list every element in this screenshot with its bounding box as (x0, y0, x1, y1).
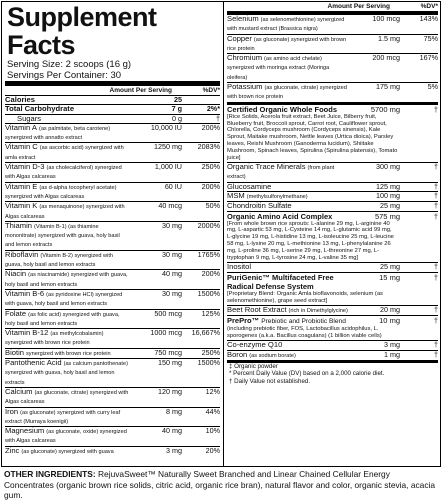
nutrient-amount: 500 mcg (154, 308, 182, 318)
nutrient-row (227, 34, 438, 54)
nutrient-row (5, 221, 220, 250)
nutrient-amount: 1250 mg (154, 142, 182, 152)
nutrient-row (5, 162, 220, 182)
nutrient-row (227, 82, 438, 102)
nutrient-name: Vitamin E (5, 182, 38, 191)
nutrient-dv: 125% (201, 308, 220, 318)
nutrient-dv: † (434, 181, 438, 191)
nutrient-row (5, 123, 220, 143)
blend-ingredients: [From whole brown rice sprouts: L-alanine 29 mg, L-arginine 40 mg, L-aspartic 53 mg, L-Cysteine 14 mg, L-glutamic acid 99 mg, L-glycine 19 mg, L-histidine 13 mg, L-isoleucine 25 mg, L-leucine 58 mg, L-lysine 20 mg, L-methionine 13 mg, L-phenylalanine 26 mg, L-proline 36 mg, L-serine 29 mg, L-threonine 27 mg, L-tryptophan 9 mg, L-tyrosine 24 mg, L-valine 35 mg] (227, 220, 394, 262)
nutrient-name: Copper (227, 34, 252, 43)
nutrient-dv: 12% (205, 386, 220, 396)
nutrient-row (227, 262, 438, 272)
nutrient-name: Calcium (5, 387, 33, 396)
nutrient-dv: † (434, 162, 438, 172)
right-column (225, 2, 440, 466)
blend-amount: 15 mg (379, 272, 400, 282)
nutrient-desc: (from plant extract) (227, 165, 335, 181)
nutrient-dv: 20% (205, 445, 220, 455)
blend-desc: Prebiotic and Probiotic Blend (261, 318, 346, 326)
nutrient-name: Organic Trace Minerals (227, 163, 306, 172)
blend-amount: 5700 mg (370, 104, 400, 114)
footnote-not-established: † Daily Value not established. (229, 377, 311, 385)
nutrient-name: Riboflavin (5, 250, 39, 259)
dv-header: %DV* (420, 3, 438, 10)
nutrient-desc: (as pyridoxine HCl) synergized with guava, holy basil and lemon extracts (5, 291, 123, 308)
amino-acid-blend (227, 211, 438, 262)
ingredients-label: OTHER INGREDIENTS: (4, 469, 96, 479)
footnote-dv: * Percent Daily Value (DV) based on a 2,000 calorie diet. (229, 370, 385, 378)
amount-header: Amount Per Serving (327, 3, 390, 10)
nutrient-name: Calories (5, 96, 35, 104)
nutrient-row (5, 358, 220, 387)
nutrient-dv: † (434, 261, 438, 271)
blend-dv: † (433, 272, 438, 282)
nutrient-desc: (as gluconate, citrate) synergized with Algas calcareas (5, 389, 129, 406)
nutrient-name: Vitamin B-6 (5, 289, 45, 298)
nutrient-dv: 1500% (197, 358, 220, 368)
blend-dv: † (433, 316, 438, 326)
nutrient-row (5, 426, 220, 446)
nutrient-row (5, 250, 220, 270)
nutrient-name: Vitamin D-3 (5, 163, 45, 172)
nutrient-desc: (as gluconate) synergized with brown rice protein (227, 36, 347, 52)
nutrient-dv: † (434, 304, 438, 314)
nutrient-amount: 1000 mcg (150, 328, 182, 338)
nutrient-desc: (as methylcobalamin) synergized with brown rice protein (5, 331, 104, 347)
nutrient-amount: 20 mg (380, 304, 400, 314)
nutrient-amount: 100 mg (376, 190, 400, 200)
nutrient-name: Vitamin A (5, 123, 37, 132)
nutrient-amount: 125 mg (376, 181, 400, 191)
nutrient-desc: (as gluconate) synergized with curry leaf extract (Murraya koenigii) (5, 409, 121, 425)
nutrient-name: Pantothenic Acid (5, 359, 62, 368)
footnote-organic: ‡ Organic powder (229, 363, 278, 371)
nutrient-name: Folate (5, 309, 27, 318)
nutrient-amount: 1,000 IU (154, 162, 182, 172)
nutrient-amount: 40 mg (162, 269, 182, 279)
nutrient-dv: 10% (205, 426, 220, 436)
servings-per-container: Servings Per Container: 30 (7, 70, 122, 81)
nutrient-dv: 200% (201, 269, 220, 279)
nutrient-amount: 25 mg (380, 201, 400, 211)
nutrient-desc: (as calcium pantothenate) synergized with guava, holy basil and lemon extracts (5, 361, 128, 386)
nutrient-amount: 10,000 IU (150, 122, 182, 132)
panel-title: Supplement Facts (7, 2, 157, 60)
nutrient-dv: † (434, 349, 438, 359)
nutrient-dv: † (434, 190, 438, 200)
nutrient-desc: (as amino acid chelate) synergized with moringa extract (Moringa oleifera) (227, 56, 330, 81)
nutrient-desc: (as gluconate, citrate) synergized with brown rice protein (227, 85, 347, 101)
nutrient-list-right-2 (227, 162, 438, 210)
nutrient-amount: 200 mcg (372, 53, 400, 63)
column-header-right (227, 2, 438, 14)
nutrient-amount: 3 mg (384, 339, 400, 349)
nutrient-desc: (as niacinamide) synergized with guava, holy basil and lemon extracts (5, 272, 128, 288)
nutrient-dv: † (434, 339, 438, 349)
nutrient-desc: (as selenomethionine) synergized with mustard extract (Brassica nigra) (227, 17, 345, 33)
nutrient-desc: (Vitamin B-1) (as thiamine mononitrate) synergized with guava, holy basil and lemon extracts (5, 223, 120, 249)
nutrient-amount: 300 mg (376, 162, 400, 172)
blend-name: Organic Amino Acid Complex (227, 211, 333, 221)
serving-size: Serving Size: 2 scoops (16 g) (7, 59, 132, 70)
nutrient-dv: 1500% (197, 288, 220, 298)
dv-header: %DV* (202, 87, 220, 94)
nutrient-desc: (as palmitate, beta carotene) synergized with annatto extract (5, 125, 111, 142)
nutrient-name: Vitamin K (5, 202, 38, 211)
nutrient-desc: (methylsulfonylmethane) (246, 193, 308, 200)
nutrient-desc: (rich in Dimethylglycine) (288, 307, 348, 314)
nutrient-dv: 75% (423, 33, 438, 43)
nutrient-desc: (as gluconate, oxide) synergized with Algas calcareas (5, 429, 127, 445)
nutrient-dv: 50% (205, 201, 220, 211)
nutrient-dv: 16,667% (191, 328, 220, 338)
nutrient-desc: (as cholecalciferol) synergized with Algas calcareas (5, 165, 122, 181)
nutrient-amount: 8 mg (166, 406, 182, 416)
nutrient-row (227, 305, 438, 315)
supplement-facts-panel (1, 1, 441, 467)
nutrient-desc: (as sodium borate) (249, 352, 296, 359)
nutrient-dv: 5% (427, 82, 438, 92)
nutrient-row (227, 201, 438, 210)
nutrient-dv: 1765% (197, 249, 220, 259)
nutrient-row (5, 201, 220, 221)
nutrient-dv: 2083% (197, 142, 220, 152)
purigenic-blend (227, 272, 438, 305)
nutrient-row (5, 387, 220, 407)
nutrient-name: MSM (227, 191, 245, 200)
nutrient-desc: (as d-alpha tocopheryl acetate) synergized with Algas calcareas (5, 184, 117, 200)
nutrient-name: Glucosamine (227, 182, 272, 191)
nutrient-dv: † (216, 113, 220, 123)
nutrient-name: Co-enzyme Q10 (227, 340, 283, 349)
nutrient-name: Inositol (227, 262, 252, 271)
nutrient-name: Biotin (5, 348, 24, 357)
other-ingredients (1, 469, 441, 500)
nutrient-list-right (227, 14, 438, 102)
blend-name: PrePro™ (227, 316, 260, 326)
nutrient-amount: 30 mg (162, 220, 182, 230)
nutrient-name: Zinc (5, 446, 20, 455)
nutrient-name: Sugars (17, 114, 42, 123)
nutrient-row (227, 53, 438, 82)
nutrient-desc: (Vitamin B-2) synergized with guava, holy basil and lemon extracts (5, 252, 114, 269)
nutrient-row (5, 446, 220, 456)
nutrient-amount: 3 mg (166, 445, 182, 455)
blend-ingredients: (including prebiotic fiber, FOS, Lactobacillus acidophilus, L. sporogenes (a.k.a. Bacillus coagulans) (1 billion viable cells) (227, 326, 382, 339)
nutrient-desc: (as menaquinone) synergized with Algas calcareas (5, 204, 125, 220)
blend-dv: † (433, 211, 438, 221)
nutrient-amount: 40 mcg (158, 201, 182, 211)
blend-ingredients: [Proprietary Blend: Organic Amla bioflavonoids, selenium (as selenomethionine), grape seed extract] (227, 290, 383, 304)
nutrient-dv: 250% (201, 347, 220, 357)
nutrient-dv: 2000% (197, 220, 220, 230)
nutrient-amount: 750 mcg (154, 347, 182, 357)
nutrient-dv: 44% (205, 406, 220, 416)
nutrient-dv: 2%* (206, 104, 220, 114)
nutrient-row (5, 309, 220, 329)
amount-header: Amount Per Serving (109, 87, 172, 94)
blend-amount: 10 mg (379, 316, 400, 326)
nutrient-name: Chromium (227, 54, 263, 63)
nutrient-desc: (as gluconate) synergized with guava (21, 448, 114, 455)
nutrient-row (227, 14, 438, 34)
nutrient-row (5, 104, 220, 113)
nutrient-row (227, 340, 438, 350)
nutrient-desc: synergized with brown rice protein (26, 350, 111, 357)
nutrient-amount: 175 mg (376, 82, 400, 92)
nutrient-row (227, 191, 438, 201)
nutrient-amount: 150 mg (158, 358, 182, 368)
nutrient-amount: 1 mg (384, 349, 400, 359)
blend-ingredients: [Rice Solids, Acerola fruit extract, Beet Juice, Bilberry fruit, Blueberry fruit, Broccoli sprout, Carrot root, Cauliflower sprout, Chlorella, Cordyceps mushroom (Cordyceps sinensis), Kale Sprout, Maitake mushroom, Nettle leaves (Urtica dioica), Parsley leaves, Reishi Mushroom (Ganoderma lucidum), Shiitake Mushroom, Spinach leaves, Spirulina (Spirulina platensis), Tomato juice] (227, 113, 398, 162)
nutrient-row (5, 114, 220, 123)
nutrient-amount: 1.5 mg (378, 33, 400, 43)
nutrient-name: Niacin (5, 270, 27, 279)
left-column (2, 2, 224, 466)
nutrient-amount: 40 mg (162, 426, 182, 436)
prepro-blend (227, 315, 438, 340)
nutrient-amount: 30 mg (162, 249, 182, 259)
nutrient-name: Vitamin B-12 (5, 329, 49, 338)
nutrient-row (5, 328, 220, 348)
nutrient-list-left (5, 95, 220, 456)
blend-dv: † (433, 104, 438, 114)
nutrient-name: Thiamin (5, 221, 33, 230)
ingredients-text: RejuvaSweet™ Naturally Sweet Branched and Linear Chained Cellular Energy Concentrates (organic brown rice solids, citric acid, organic rice bran), natural flavor and color, organic stevia, acacia gum. (4, 469, 436, 500)
nutrient-name: Boron (227, 350, 248, 359)
nutrient-amount: 7 g (171, 104, 182, 114)
nutrient-name: Beet Root Extract (227, 305, 287, 314)
nutrient-row (5, 348, 220, 358)
nutrient-amount: 25 mg (380, 261, 400, 271)
nutrient-dv: † (434, 201, 438, 211)
nutrient-amount: 0 g (172, 113, 182, 123)
nutrient-desc: (as folic acid) synergized with guava, holy basil and lemon extracts (5, 311, 120, 327)
nutrient-amount: 120 mg (158, 386, 182, 396)
nutrient-name: Magnesium (5, 427, 45, 436)
nutrient-amount: 100 mcg (372, 14, 400, 23)
blend-amount: 575 mg (374, 211, 400, 221)
nutrient-dv: 143% (419, 14, 438, 23)
nutrient-row (5, 95, 220, 104)
blend-name: Certified Organic Whole Foods (227, 104, 338, 114)
nutrient-name: Potassium (227, 83, 263, 92)
nutrient-row (5, 269, 220, 289)
nutrient-dv: 250% (201, 162, 220, 172)
nutrient-name: Selenium (227, 15, 259, 23)
nutrient-row (227, 350, 438, 360)
nutrient-name: Iron (5, 407, 19, 416)
nutrient-row (5, 182, 220, 202)
nutrient-amount: 60 IU (164, 181, 182, 191)
whole-foods-blend (227, 105, 438, 162)
nutrient-row (227, 182, 438, 191)
nutrient-row (5, 289, 220, 309)
nutrient-amount: 25 (174, 95, 182, 104)
nutrient-row (5, 407, 220, 427)
nutrient-dv: 200% (201, 122, 220, 132)
nutrient-dv: 167% (419, 53, 438, 63)
nutrient-name: Chondroitin Sulfate (227, 202, 292, 211)
nutrient-amount: 30 mg (162, 288, 182, 298)
nutrient-row (227, 162, 438, 182)
nutrient-row (5, 142, 220, 162)
column-header (5, 86, 220, 95)
nutrient-name: Vitamin C (5, 143, 38, 152)
nutrient-desc: (as ascorbic acid) synergized with amla extract (5, 145, 124, 161)
blend-name: PuriGenic™ Multifaceted Free Radical Defense System (227, 272, 334, 291)
nutrient-name: Total Carbohydrate (5, 105, 75, 114)
nutrient-dv: 200% (201, 181, 220, 191)
